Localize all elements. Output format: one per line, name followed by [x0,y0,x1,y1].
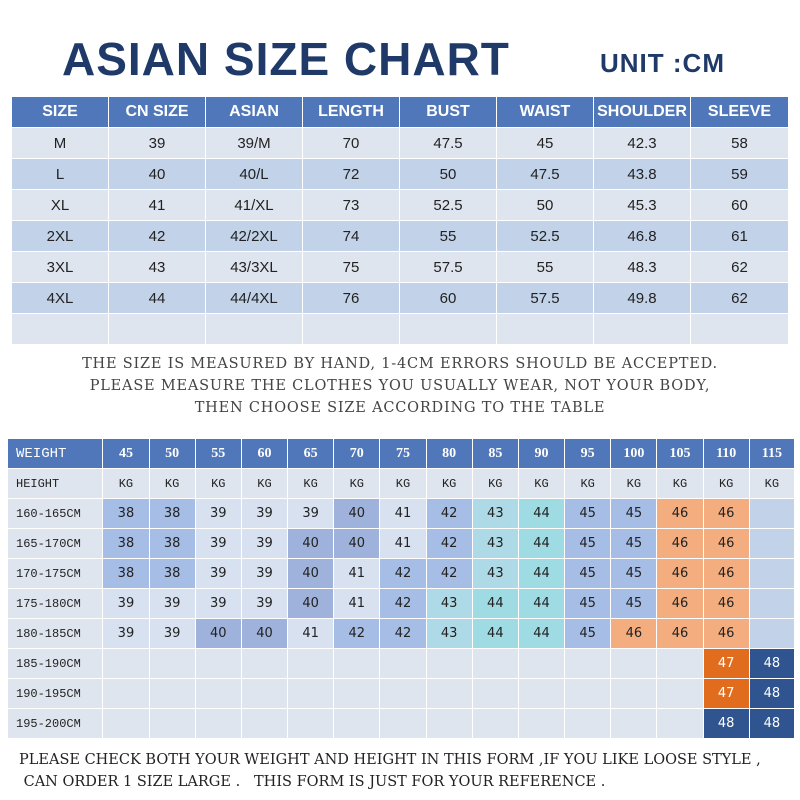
weight-value: 115 [749,439,794,469]
size-recommendation-cell [749,529,794,559]
height-row [8,559,795,589]
size-recommendation-cell: 39 [241,589,287,619]
size-recommendation-cell: 44 [518,529,564,559]
size-recommendation-cell: 39 [288,499,334,529]
weight-value: 60 [241,439,287,469]
size-recommendation-cell: 39 [149,589,195,619]
size-recommendation-cell [380,709,426,739]
size-cell: 55 [497,252,594,283]
height-header-row [8,469,795,499]
size-recommendation-cell: 45 [611,499,657,529]
size-recommendation-cell: 43 [472,499,518,529]
size-recommendation-cell [749,589,794,619]
size-recommendation-cell [426,709,472,739]
size-recommendation-cell [518,679,564,709]
size-recommendation-cell [334,649,380,679]
size-cell [206,314,303,345]
footer-note [19,749,761,793]
weight-value: 85 [472,439,518,469]
column-header: BUST [400,97,497,128]
weight-header-row [8,439,795,469]
height-range-label: 185-190CM [8,649,103,679]
size-recommendation-cell: 38 [103,559,149,589]
size-recommendation-cell: 46 [657,499,703,529]
size-recommendation-cell: 45 [565,499,611,529]
size-row [12,283,789,314]
size-recommendation-cell: 46 [657,589,703,619]
weight-value: 70 [334,439,380,469]
size-recommendation-cell: 42 [380,619,426,649]
size-row [12,128,789,159]
size-recommendation-cell [749,499,794,529]
size-cell: 60 [691,190,789,221]
size-recommendation-cell [103,649,149,679]
height-row [8,589,795,619]
size-cell: 43 [109,252,206,283]
height-row [8,649,795,679]
size-cell [12,314,109,345]
size-cell: 61 [691,221,789,252]
size-recommendation-cell [611,649,657,679]
size-cell: 46.8 [594,221,691,252]
size-recommendation-cell: 40 [288,559,334,589]
size-recommendation-cell: 46 [703,619,749,649]
size-cell: 39/M [206,128,303,159]
height-label: HEIGHT [8,469,103,499]
size-cell: 39 [109,128,206,159]
height-row [8,619,795,649]
size-recommendation-cell: 45 [611,589,657,619]
weight-value: 110 [703,439,749,469]
size-cell: 76 [303,283,400,314]
size-cell: 44/4XL [206,283,303,314]
weight-value: 95 [565,439,611,469]
size-cell: 41/XL [206,190,303,221]
unit-kg-cell: KG [334,469,380,499]
size-row [12,221,789,252]
size-recommendation-cell [149,679,195,709]
size-recommendation-cell: 40 [334,499,380,529]
size-cell: 42 [109,221,206,252]
unit-kg-cell: KG [518,469,564,499]
size-cell: M [12,128,109,159]
size-recommendation-cell: 45 [611,529,657,559]
size-recommendation-cell: 42 [380,589,426,619]
size-recommendation-cell: 48 [749,649,794,679]
note-line: PLEASE MEASURE THE CLOTHES YOU USUALLY WEAR, NOT YOUR BODY, [89,378,711,394]
size-recommendation-cell: 43 [426,619,472,649]
size-cell: 58 [691,128,789,159]
size-recommendation-cell [195,649,241,679]
size-cell: 50 [400,159,497,190]
size-cell: 42/2XL [206,221,303,252]
size-cell: 40/L [206,159,303,190]
size-recommendation-cell: 39 [195,559,241,589]
size-cell: 47.5 [497,159,594,190]
size-cell: 45 [497,128,594,159]
size-recommendation-cell [426,649,472,679]
size-recommendation-cell [611,709,657,739]
size-row [12,252,789,283]
size-recommendation-cell [472,709,518,739]
weight-value: 55 [195,439,241,469]
weight-value: 65 [288,439,334,469]
unit-kg-cell: KG [149,469,195,499]
height-range-label: 190-195CM [8,679,103,709]
size-recommendation-cell [472,679,518,709]
size-cell: 40 [109,159,206,190]
size-recommendation-cell [565,709,611,739]
size-cell: 73 [303,190,400,221]
size-recommendation-cell: 41 [334,559,380,589]
measurement-note [0,353,800,419]
size-recommendation-cell [657,709,703,739]
unit-kg-cell: KG [749,469,794,499]
size-recommendation-cell: 46 [657,529,703,559]
size-recommendation-cell [241,709,287,739]
size-cell: 49.8 [594,283,691,314]
size-recommendation-cell: 46 [703,589,749,619]
unit-kg-cell: KG [703,469,749,499]
size-recommendation-cell: 48 [703,709,749,739]
size-recommendation-cell: 47 [703,649,749,679]
size-cell: 50 [497,190,594,221]
height-range-label: 175-180CM [8,589,103,619]
column-header: WAIST [497,97,594,128]
size-recommendation-cell: 38 [149,559,195,589]
size-row [12,190,789,221]
size-cell: 70 [303,128,400,159]
size-recommendation-cell: 40 [241,619,287,649]
size-recommendation-cell [565,679,611,709]
size-recommendation-cell [103,679,149,709]
unit-kg-cell: KG [472,469,518,499]
unit-kg-cell: KG [611,469,657,499]
size-cell: 52.5 [400,190,497,221]
size-cell: 41 [109,190,206,221]
size-recommendation-cell: 43 [472,559,518,589]
size-recommendation-cell: 39 [241,529,287,559]
size-recommendation-cell: 38 [103,499,149,529]
size-recommendation-cell [149,649,195,679]
page-title: ASIAN SIZE CHART [62,33,510,85]
size-cell: 4XL [12,283,109,314]
size-cell: 62 [691,252,789,283]
size-recommendation-cell: 41 [380,499,426,529]
size-recommendation-cell: 47 [703,679,749,709]
size-cell: 3XL [12,252,109,283]
size-cell [400,314,497,345]
size-cell: 74 [303,221,400,252]
size-recommendation-cell: 40 [288,589,334,619]
unit-kg-cell: KG [426,469,472,499]
size-cell: 57.5 [497,283,594,314]
size-cell [594,314,691,345]
size-recommendation-cell [611,679,657,709]
note-line: THE SIZE IS MEASURED BY HAND, 1-4CM ERRORS SHOULD BE ACCEPTED. [82,356,718,372]
footer-line: PLEASE CHECK BOTH YOUR WEIGHT AND HEIGHT IN THIS FORM ,IF YOU LIKE LOOSE STYLE , [19,752,761,768]
size-recommendation-cell: 45 [565,589,611,619]
size-recommendation-cell: 46 [703,529,749,559]
size-cell: 52.5 [497,221,594,252]
unit-kg-cell: KG [657,469,703,499]
size-cell: 42.3 [594,128,691,159]
size-recommendation-cell: 45 [565,559,611,589]
size-cell: 60 [400,283,497,314]
size-recommendation-cell [288,649,334,679]
size-cell: 44 [109,283,206,314]
size-recommendation-cell: 39 [149,619,195,649]
size-cell: 43.8 [594,159,691,190]
weight-value: 45 [103,439,149,469]
note-line: THEN CHOOSE SIZE ACCORDING TO THE TABLE [194,400,606,416]
size-recommendation-cell [288,709,334,739]
size-recommendation-cell: 38 [103,529,149,559]
size-recommendation-cell: 43 [426,589,472,619]
size-recommendation-cell: 38 [149,529,195,559]
size-cell: 48.3 [594,252,691,283]
size-cell [109,314,206,345]
weight-height-table [7,438,795,739]
size-recommendation-cell [565,649,611,679]
size-recommendation-cell: 44 [518,619,564,649]
size-recommendation-cell: 43 [472,529,518,559]
size-cell: 47.5 [400,128,497,159]
size-recommendation-cell: 39 [241,559,287,589]
size-recommendation-cell: 40 [288,529,334,559]
size-cell: 43/3XL [206,252,303,283]
footer-line: CAN ORDER 1 SIZE LARGE . THIS FORM IS JUST FOR YOUR REFERENCE . [19,774,606,790]
size-recommendation-cell [518,649,564,679]
size-cell: 2XL [12,221,109,252]
size-recommendation-cell: 38 [149,499,195,529]
size-recommendation-cell: 40 [334,529,380,559]
column-header: SLEEVE [691,97,789,128]
column-header: LENGTH [303,97,400,128]
unit-kg-cell: KG [103,469,149,499]
size-recommendation-cell: 44 [518,589,564,619]
size-recommendation-cell: 44 [518,559,564,589]
size-recommendation-cell: 46 [703,559,749,589]
size-cell [303,314,400,345]
column-header: CN SIZE [109,97,206,128]
size-cell: 55 [400,221,497,252]
weight-value: 75 [380,439,426,469]
size-recommendation-cell [195,679,241,709]
size-row [12,314,789,345]
height-row [8,679,795,709]
size-recommendation-cell: 45 [565,619,611,649]
unit-label: UNIT :CM [600,48,725,78]
size-recommendation-cell [657,649,703,679]
size-recommendation-cell [241,679,287,709]
size-recommendation-cell: 45 [611,559,657,589]
size-cell: 45.3 [594,190,691,221]
size-row [12,159,789,190]
height-range-label: 195-200CM [8,709,103,739]
size-cell: 59 [691,159,789,190]
height-range-label: 165-170CM [8,529,103,559]
size-recommendation-cell [195,709,241,739]
size-recommendation-cell: 44 [472,589,518,619]
size-recommendation-cell: 44 [518,499,564,529]
unit-kg-cell: KG [380,469,426,499]
unit-kg-cell: KG [241,469,287,499]
weight-value: 100 [611,439,657,469]
size-cell: XL [12,190,109,221]
size-recommendation-cell [749,559,794,589]
size-recommendation-cell [380,679,426,709]
size-recommendation-cell: 46 [657,619,703,649]
size-cell: 72 [303,159,400,190]
size-recommendation-cell: 42 [380,559,426,589]
size-recommendation-cell: 40 [195,619,241,649]
size-recommendation-cell [334,679,380,709]
weight-value: 50 [149,439,195,469]
size-recommendation-cell [749,619,794,649]
size-recommendation-cell: 39 [241,499,287,529]
size-recommendation-cell [288,679,334,709]
size-recommendation-cell: 46 [657,559,703,589]
size-recommendation-cell: 42 [426,529,472,559]
weight-value: 80 [426,439,472,469]
height-range-label: 160-165CM [8,499,103,529]
size-recommendation-cell [472,649,518,679]
size-table-header [12,97,789,128]
size-recommendation-cell: 46 [611,619,657,649]
weight-value: 105 [657,439,703,469]
size-recommendation-cell: 45 [565,529,611,559]
unit-kg-cell: KG [565,469,611,499]
column-header: SIZE [12,97,109,128]
column-header: ASIAN [206,97,303,128]
size-table [11,96,789,345]
size-cell: 57.5 [400,252,497,283]
size-recommendation-cell [103,709,149,739]
size-recommendation-cell: 41 [380,529,426,559]
size-recommendation-cell: 39 [195,589,241,619]
height-row [8,529,795,559]
unit-kg-cell: KG [288,469,334,499]
size-cell: 62 [691,283,789,314]
size-cell [691,314,789,345]
weight-value: 90 [518,439,564,469]
height-range-label: 180-185CM [8,619,103,649]
size-recommendation-cell [380,649,426,679]
height-row [8,709,795,739]
height-row [8,499,795,529]
size-recommendation-cell [426,679,472,709]
column-header: SHOULDER [594,97,691,128]
weight-label: WEIGHT [8,439,103,469]
size-recommendation-cell [241,649,287,679]
size-recommendation-cell: 39 [103,589,149,619]
size-recommendation-cell: 48 [749,679,794,709]
size-recommendation-cell: 39 [195,529,241,559]
size-cell: L [12,159,109,190]
height-range-label: 170-175CM [8,559,103,589]
size-recommendation-cell: 41 [288,619,334,649]
unit-kg-cell: KG [195,469,241,499]
size-recommendation-cell: 42 [426,559,472,589]
size-recommendation-cell [518,709,564,739]
size-cell: 75 [303,252,400,283]
size-recommendation-cell: 39 [103,619,149,649]
size-recommendation-cell: 44 [472,619,518,649]
size-cell [497,314,594,345]
size-recommendation-cell: 46 [703,499,749,529]
size-recommendation-cell: 48 [749,709,794,739]
size-recommendation-cell: 42 [426,499,472,529]
size-recommendation-cell [657,679,703,709]
size-recommendation-cell: 39 [195,499,241,529]
size-recommendation-cell [149,709,195,739]
size-recommendation-cell: 41 [334,589,380,619]
size-recommendation-cell [334,709,380,739]
size-recommendation-cell: 42 [334,619,380,649]
